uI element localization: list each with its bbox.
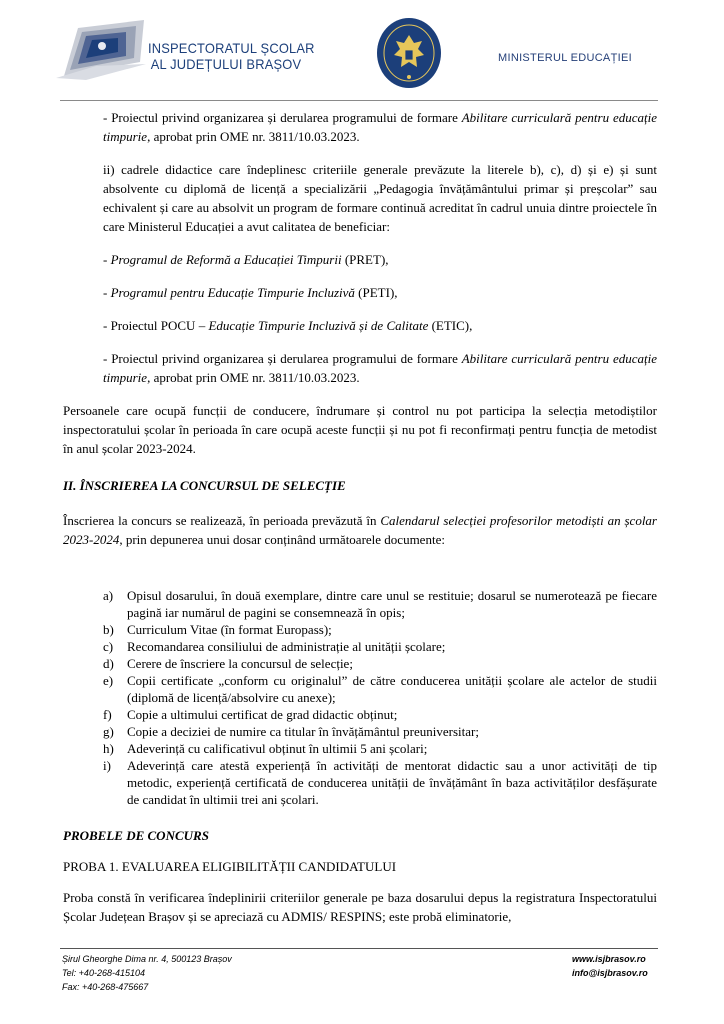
footer-email-link[interactable]: info@isjbrasov.ro bbox=[572, 968, 648, 978]
list-item: h) Adeverință cu calificativul obținut în ultimii 5 ani școlari; bbox=[103, 741, 428, 756]
isj-logo bbox=[56, 18, 148, 80]
list-item: i) Adeverință care atestă experiență în activități de mentorat didactic sau a unor activități de tip metodic, experiență certificată de conducerea unității de învățământ în baza activităților desfășurate de candidat în ultimii trei ani școlari. bbox=[103, 758, 657, 807]
ministry-name: MINISTERUL EDUCAȚIEI bbox=[498, 52, 632, 64]
proba1-heading: PROBA 1. EVALUAREA ELIGIBILITĂȚII CANDIDATULUI bbox=[63, 859, 397, 874]
item-abilitare-curriculara: - Proiectul privind organizarea și derularea programului de formare Abilitare curriculară pentru educație timpurie, aprobat prin OME nr. 3811/10.03.2023. bbox=[103, 110, 657, 144]
header-divider bbox=[60, 100, 658, 101]
page-header bbox=[0, 0, 724, 100]
list-item: g) Copie a deciziei de numire ca titular în învățământul preuniversitar; bbox=[103, 724, 479, 739]
list-item: e) Copii certificate „conform cu originalul” de către conducerea unității școlare ale actelor de studii (diplomă de licență/absolvire cu anexe); bbox=[103, 673, 657, 705]
item-pret: - Programul de Reformă a Educației Timpurii (PRET), bbox=[103, 252, 389, 267]
documents-list bbox=[63, 587, 657, 808]
document-body bbox=[63, 108, 657, 926]
paragraph-conducere: Persoanele care ocupă funcții de conducere, îndrumare și control nu pot participa la selecția metodiștilor inspectoratului școlar în perioada în care ocupă aceste funcții și nu pot fi reconfirmați pentru funcția de metodist în anul școlar 2023-2024. bbox=[63, 403, 657, 456]
paragraph-criteria-ii: ii) cadrele didactice care îndeplinesc criteriile generale prevăzute la literele b), c), d) și e) și sunt absolvente cu diplomă de licență a specializării „Pedagogia învățământului primar și preșcolar” sau echivalent și care au absolvit un program de formare continuă acreditat în cadrul unuia dintre proiectele în care Ministerul Educației a avut calitatea de beneficiar: bbox=[103, 162, 657, 234]
list-item: f) Copie a ultimului certificat de grad didactic obținut; bbox=[103, 707, 398, 722]
list-item: d) Cerere de înscriere la concursul de selecție; bbox=[103, 656, 353, 671]
footer-website-link[interactable]: www.isjbrasov.ro bbox=[572, 954, 646, 964]
footer-web bbox=[572, 952, 648, 980]
list-item: a) Opisul dosarului, în două exemplare, dintre care unul se restituie; dosarul se numerotează pe fiecare pagină iar numărul de pagini se consemnează în opis; bbox=[103, 588, 657, 620]
proba1-text: Proba constă în verificarea îndeplinirii criteriilor generale pe baza dosarului depus la registratura Inspectoratului Școlar Județean Brașov și se apreciază cu ADMIS/ RESPINS; este probă eliminatorie, bbox=[63, 890, 657, 924]
isj-title-line2: AL JUDEȚULUI BRAȘOV bbox=[150, 56, 302, 72]
footer-fax: Fax: +40-268-475667 bbox=[62, 982, 149, 992]
footer-address: Șirul Gheorghe Dima nr. 4, 500123 Brașov bbox=[62, 954, 232, 964]
item-abilitare-curriculara-2: - Proiectul privind organizarea și derularea programului de formare Abilitare curriculară pentru educație timpurie, aprobat prin OME nr. 3811/10.03.2023. bbox=[103, 351, 657, 385]
item-peti: - Programul pentru Educație Timpurie Incluzivă (PETI), bbox=[103, 285, 398, 300]
isj-title-line1: INSPECTORATUL ȘCOLAR bbox=[148, 40, 315, 56]
item-etic: - Proiectul POCU – Educație Timpurie Incluzivă și de Calitate (ETIC), bbox=[103, 318, 473, 333]
isj-title bbox=[148, 40, 315, 72]
paragraph-inscriere: Înscrierea la concurs se realizează, în perioada prevăzută în Calendarul selecției profesorilor metodiști an școlar 2023-2024, prin depunerea unui dosar conținând următoarele documente: bbox=[63, 513, 657, 547]
government-seal-icon bbox=[376, 17, 442, 89]
probe-heading: PROBELE DE CONCURS bbox=[63, 828, 209, 843]
footer-contact bbox=[62, 952, 232, 994]
section-heading: II. ÎNSCRIEREA LA CONCURSUL DE SELECȚIE bbox=[63, 478, 346, 493]
footer-tel: Tel: +40-268-415104 bbox=[62, 968, 145, 978]
list-item: c) Recomandarea consiliului de administrație al unității școlare; bbox=[103, 639, 446, 654]
list-item: b) Curriculum Vitae (în format Europass); bbox=[103, 622, 332, 637]
footer-divider bbox=[60, 948, 658, 949]
